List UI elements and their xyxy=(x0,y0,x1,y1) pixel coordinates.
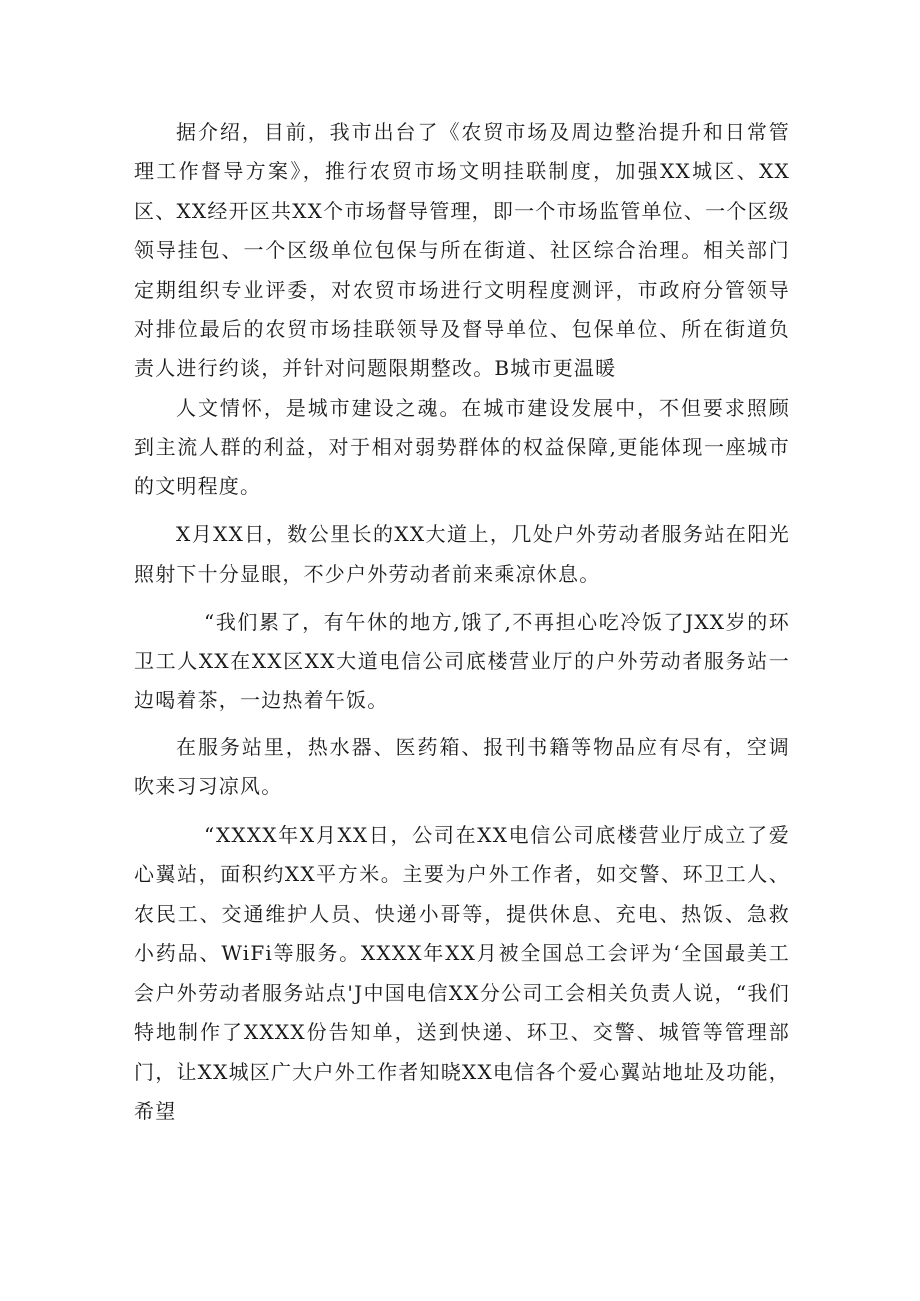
paragraph-service-stations: X月XX日，数公里长的XX大道上，几处户外劳动者服务站在阳光照射下十分显眼，不少户外劳动者前来乘凉休息。 xyxy=(134,521,790,586)
paragraph-love-station: “XXXX年X月XX日，公司在XX电信公司底楼营业厅成立了爱心翼站，面积约XX平方米。主要为户外工作者，如交警、环卫工人、农民工、交通维护人员、快递小哥等，提供休息、充电、热饭、急救小药品、WiFi等服务。XXXX年XX月被全国总工会评为‘全国最美工会户外劳动者服务站点'J中国电信XX分公司工会相关负责人说，“我们特地制作了XXXX份告知单，送到快递、环卫、交警、城管等管理部门，让XX城区广大户外工作者知晓XX电信各个爱心翼站地址及功能，希望 xyxy=(134,822,790,1124)
paragraph-humanistic-care: 人文情怀，是城市建设之魂。在城市建设发展中，不但要求照顾到主流人群的利益，对于相对弱势群体的权益保障,更能体现一座城市的文明程度。 xyxy=(134,395,790,498)
paragraph-worker-quote: “我们累了，有午休的地方,饿了,不再担心吃冷饭了JXX岁的环卫工人XX在XX区XX大道电信公司底楼营业厅的户外劳动者服务站一边喝着茶，一边热着午饭。 xyxy=(134,609,790,712)
document-body xyxy=(134,113,790,1132)
paragraph-station-facilities: 在服务站里，热水器、医药箱、报刊书籍等物品应有尽有，空调吹来习习凉风。 xyxy=(134,734,790,798)
paragraph-market-supervision: 据介绍，目前，我市出台了《农贸市场及周边整治提升和日常管理工作督导方案》，推行农贸市场文明挂联制度，加强XX城区、XX区、XX经开区共XX个市场督导管理，即一个市场监管单位、一个区级领导挂包、一个区级单位包保与所在街道、社区综合治理。相关部门定期组织专业评委，对农贸市场进行文明程度测评，市政府分管领导对排位最后的农贸市场挂联领导及督导单位、包保单位、所在街道负责人进行约谈，并针对问题限期整改。B城市更温暖 xyxy=(134,120,790,381)
